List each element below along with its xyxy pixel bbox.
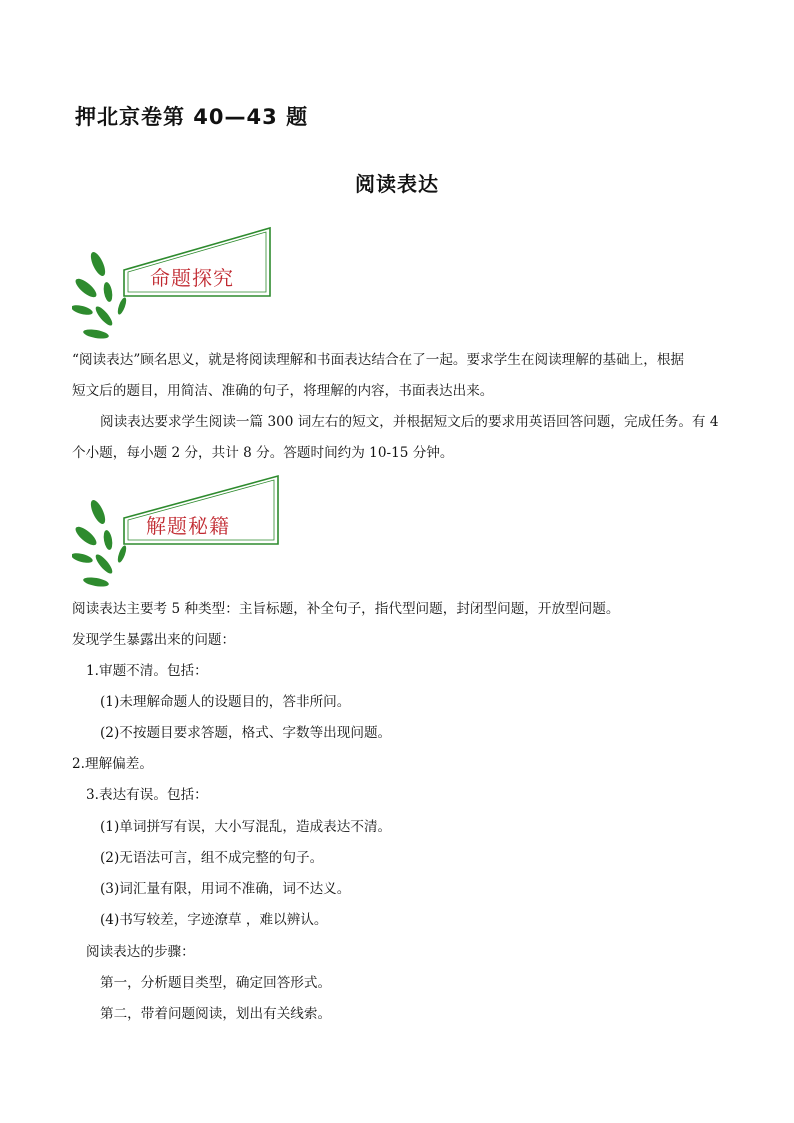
paragraph-line: 阅读表达的步骤： bbox=[86, 944, 195, 960]
list-item: 3.表达有误。包括： bbox=[86, 787, 208, 803]
banner-jieti-miji bbox=[72, 474, 287, 594]
paragraph-line: 阅读表达要求学生阅读一篇 300 词左右的短文，并根据短文后的要求用英语回答问题，完成任务。有 4 bbox=[100, 414, 719, 430]
list-subitem: (1)单词拼写有误，大小写混乱，造成表达不清。 bbox=[100, 819, 392, 835]
paragraph-line: 个小题，每小题 2 分，共计 8 分。答题时间约为 10-15 分钟。 bbox=[72, 445, 454, 461]
list-subitem: (4)书写较差，字迹潦草 ，难以辨认。 bbox=[100, 912, 328, 928]
paragraph-line: “阅读表达”顾名思义，就是将阅读理解和书面表达结合在了一起。要求学生在阅读理解的基础上，根据 bbox=[72, 352, 685, 368]
banner-label: 命题探究 bbox=[150, 266, 234, 290]
paragraph-line: 阅读表达主要考 5 种类型：主旨标题，补全句子，指代型问题，封闭型问题，开放型问题。 bbox=[72, 601, 620, 617]
page-title: 押北京卷第 40—43 题 bbox=[75, 105, 309, 129]
list-item: 2.理解偏差。 bbox=[72, 756, 153, 772]
list-subitem: 第二，带着问题阅读，划出有关线索。 bbox=[100, 1006, 332, 1022]
list-item: 1.审题不清。包括： bbox=[86, 663, 208, 679]
paragraph-line: 短文后的题目，用简洁、准确的句子，将理解的内容，书面表达出来。 bbox=[72, 383, 494, 399]
list-subitem: (2)不按题目要求答题，格式、字数等出现问题。 bbox=[100, 725, 392, 741]
list-subitem: (1)未理解命题人的设题目的，答非所问。 bbox=[100, 694, 351, 710]
list-subitem: (3)词汇量有限，用词不准确，词不达义。 bbox=[100, 881, 351, 897]
banner-mingti-tanjiu bbox=[72, 226, 287, 346]
paragraph-line: 发现学生暴露出来的问题： bbox=[72, 632, 236, 648]
list-subitem: (2)无语法可言，组不成完整的句子。 bbox=[100, 850, 324, 866]
banner-label: 解题秘籍 bbox=[146, 514, 230, 538]
list-subitem: 第一，分析题目类型，确定回答形式。 bbox=[100, 975, 332, 991]
section-heading: 阅读表达 bbox=[355, 172, 439, 196]
